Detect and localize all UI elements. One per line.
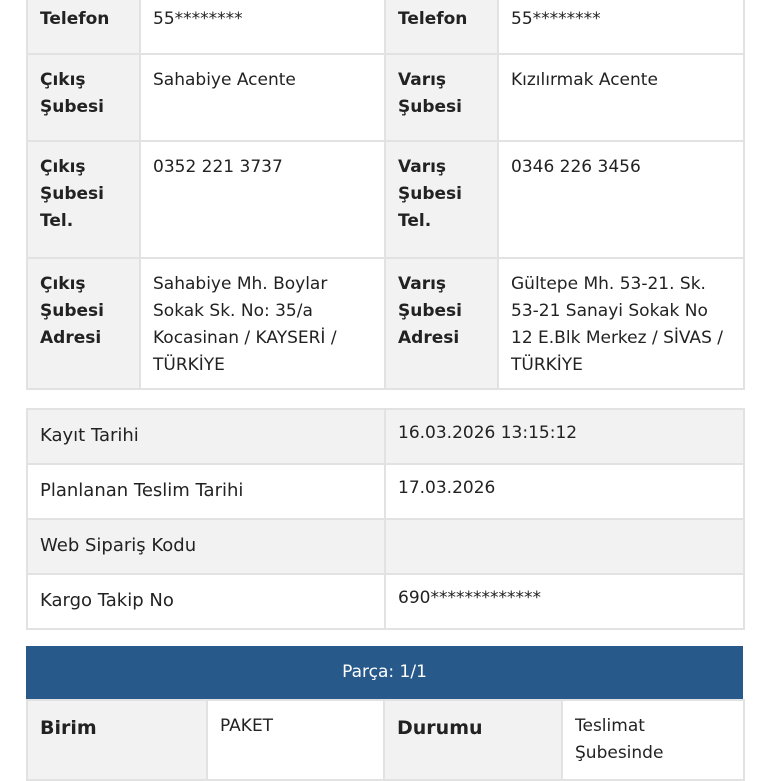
table-row <box>27 700 744 780</box>
unit-value: PAKET <box>207 700 384 780</box>
origin-branch-address-label: Çıkış Şubesi Adresi <box>27 258 140 389</box>
shipment-info-table <box>26 408 745 630</box>
planned-delivery-date-label: Planlanan Teslim Tarihi <box>27 464 385 519</box>
status-label: Durumu <box>384 700 562 780</box>
origin-branch-value: Sahabiye Acente <box>140 54 385 141</box>
destination-branch-value: Kızılırmak Acente <box>498 54 744 141</box>
origin-branch-phone-value: 0352 221 3737 <box>140 141 385 258</box>
table-row <box>27 258 744 389</box>
table-row <box>27 54 744 141</box>
status-value: Teslimat Şubesinde <box>562 700 744 780</box>
destination-branch-address-label: Varış Şubesi Adresi <box>385 258 498 389</box>
origin-branch-label: Çıkış Şubesi <box>27 54 140 141</box>
web-order-code-label: Web Sipariş Kodu <box>27 519 385 574</box>
record-date-label: Kayıt Tarihi <box>27 409 385 464</box>
origin-phone-value: 55******** <box>140 0 385 54</box>
table-row <box>27 0 744 54</box>
record-date-value: 16.03.2026 13:15:12 <box>385 409 744 464</box>
table-row <box>27 519 744 574</box>
destination-phone-label: Telefon <box>385 0 498 54</box>
origin-branch-phone-label: Çıkış Şubesi Tel. <box>27 141 140 258</box>
tracking-number-label: Kargo Takip No <box>27 574 385 629</box>
web-order-code-value <box>385 519 744 574</box>
planned-delivery-date-value: 17.03.2026 <box>385 464 744 519</box>
destination-branch-label: Varış Şubesi <box>385 54 498 141</box>
piece-header: Parça: 1/1 <box>26 646 743 699</box>
piece-info-table <box>26 699 745 781</box>
destination-phone-value: 55******** <box>498 0 744 54</box>
table-row <box>27 574 744 629</box>
table-row <box>27 464 744 519</box>
table-row <box>27 141 744 258</box>
tracking-number-value: 690************* <box>385 574 744 629</box>
destination-branch-address-value: Gültepe Mh. 53-21. Sk. 53-21 Sanayi Sokak No 12 E.Blk Merkez / SİVAS / TÜRKİYE <box>498 258 744 389</box>
unit-label: Birim <box>27 700 207 780</box>
origin-phone-label: Telefon <box>27 0 140 54</box>
branch-info-table <box>26 0 745 390</box>
table-row <box>27 409 744 464</box>
destination-branch-phone-label: Varış Şubesi Tel. <box>385 141 498 258</box>
origin-branch-address-value: Sahabiye Mh. Boylar Sokak Sk. No: 35/a Kocasinan / KAYSERİ / TÜRKİYE <box>140 258 385 389</box>
destination-branch-phone-value: 0346 226 3456 <box>498 141 744 258</box>
